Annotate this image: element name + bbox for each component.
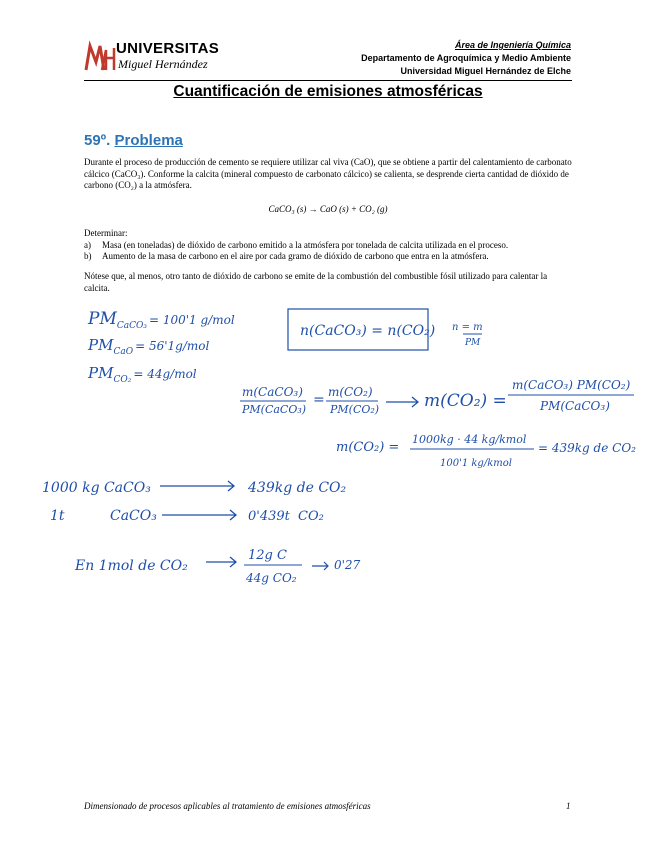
hw-pm1: $PM_{CaCO_3}$ $^{= 100'1 g/mol}$ xyxy=(88,309,235,331)
hw-arrow-5 xyxy=(312,562,328,570)
hw-frac3-bot: PM(CaCO₃) xyxy=(540,399,610,413)
hw-frac3-top: m(CaCO₃) PM(CO₂) xyxy=(512,378,631,392)
hw-eq-sign: = xyxy=(313,392,325,408)
hw-n-def-top: n = m xyxy=(452,322,483,333)
hw-row1-left: 1000 kg CaCO₃ xyxy=(42,480,151,496)
reaction-equation: CaCO₃ (s) → CaO (s) + CO₂ (g) xyxy=(268,204,388,214)
page-title: Cuantificación de emisiones atmosféricas xyxy=(173,83,483,100)
logo-miguel-hernandez: Miguel Hernández xyxy=(118,57,208,71)
determine-heading: Determinar: xyxy=(84,228,128,238)
footer-text: Dimensionado de procesos aplicables al tratamiento de emisiones atmosféricas xyxy=(84,801,371,811)
hw-row2-mid: CaCO₃ xyxy=(110,508,157,524)
hw-arrow-3 xyxy=(162,510,236,520)
hw-box-text: n(CaCO₃) = n(CO₂) xyxy=(300,323,436,339)
header-department: Departamento de Agroquímica y Medio Ambiente xyxy=(361,53,571,63)
hw-row3-left: En 1mol de CO₂ xyxy=(75,558,188,574)
hw-n-def-bot: PM xyxy=(465,338,481,348)
hw-frac2-top: m(CO₂) xyxy=(328,385,373,399)
hw-frac1-top: m(CaCO₃) xyxy=(242,385,303,399)
hw-m-co2-b: m(CO₂) = xyxy=(336,440,400,455)
item-text: Aumento de la masa de carbono en el aire por cada gramo de dióxido de carbono que entra en la atmósfera. xyxy=(102,251,489,261)
hw-row2-left: 1t xyxy=(50,508,65,524)
hw-pm3: $PM_{CO_2}$ $^{= 44g/mol}$ xyxy=(88,364,197,385)
problem-label: Problema xyxy=(114,132,183,149)
hw-pm2: $PM_{CaO}$ $^{= 56'1g/mol}$ xyxy=(88,336,210,357)
problem-statement: Durante el proceso de producción de cemento se requiere utilizar cal viva (CaO), que se obtiene a partir del calentamiento de carbonato cálcico (CaCO₃). Conforme la calcita (mineral compuesto de carbonato cálcico) se calienta, se desprende cierta cantidad de dióxido de carbono (CO₂) a la atmósfera. xyxy=(84,157,572,190)
hw-row2-right: 0'439t xyxy=(248,509,290,524)
hw-arrow-1 xyxy=(386,397,418,407)
hw-frac4-top: 1000kg · 44 kg/kmol xyxy=(412,433,527,446)
logo-universitas: UNIVERSITAS xyxy=(116,40,220,57)
hw-frac1-bot: PM(CaCO₃) xyxy=(242,403,307,416)
hw-frac2-bot: PM(CO₂) xyxy=(330,403,380,416)
hw-arrow-4 xyxy=(206,557,236,567)
note-paragraph: Nótese que, al menos, otro tanto de dióxido de carbono se emite de la combustión del combustible fósil utilizado para calentar la calcita. xyxy=(84,271,548,293)
page-number: 1 xyxy=(566,801,571,811)
hw-row3-frac-top: 12g C xyxy=(248,548,287,563)
hw-result: = 439kg de CO₂ xyxy=(538,441,636,455)
hw-row3-frac-bot: 44g CO₂ xyxy=(246,571,297,585)
item-marker: a) xyxy=(84,239,91,250)
hw-m-co2: m(CO₂) = xyxy=(424,391,507,411)
header-area: Área de Ingeniería Química xyxy=(454,40,571,50)
hw-row2-end: CO₂ xyxy=(298,509,324,524)
problem-number: 59º. xyxy=(84,132,111,149)
item-text: Masa (en toneladas) de dióxido de carbono emitido a la atmósfera por tonelada de calcita utilizada en el proceso. xyxy=(102,239,509,250)
hw-arrow-2 xyxy=(160,481,234,491)
item-marker: b) xyxy=(84,251,92,261)
hw-row1-right: 439kg de CO₂ xyxy=(248,480,347,496)
header-university: Universidad Miguel Hernández de Elche xyxy=(400,66,571,76)
hw-frac4-bot: 100'1 kg/kmol xyxy=(440,458,512,469)
hw-row3-right: 0'27 xyxy=(334,558,361,572)
